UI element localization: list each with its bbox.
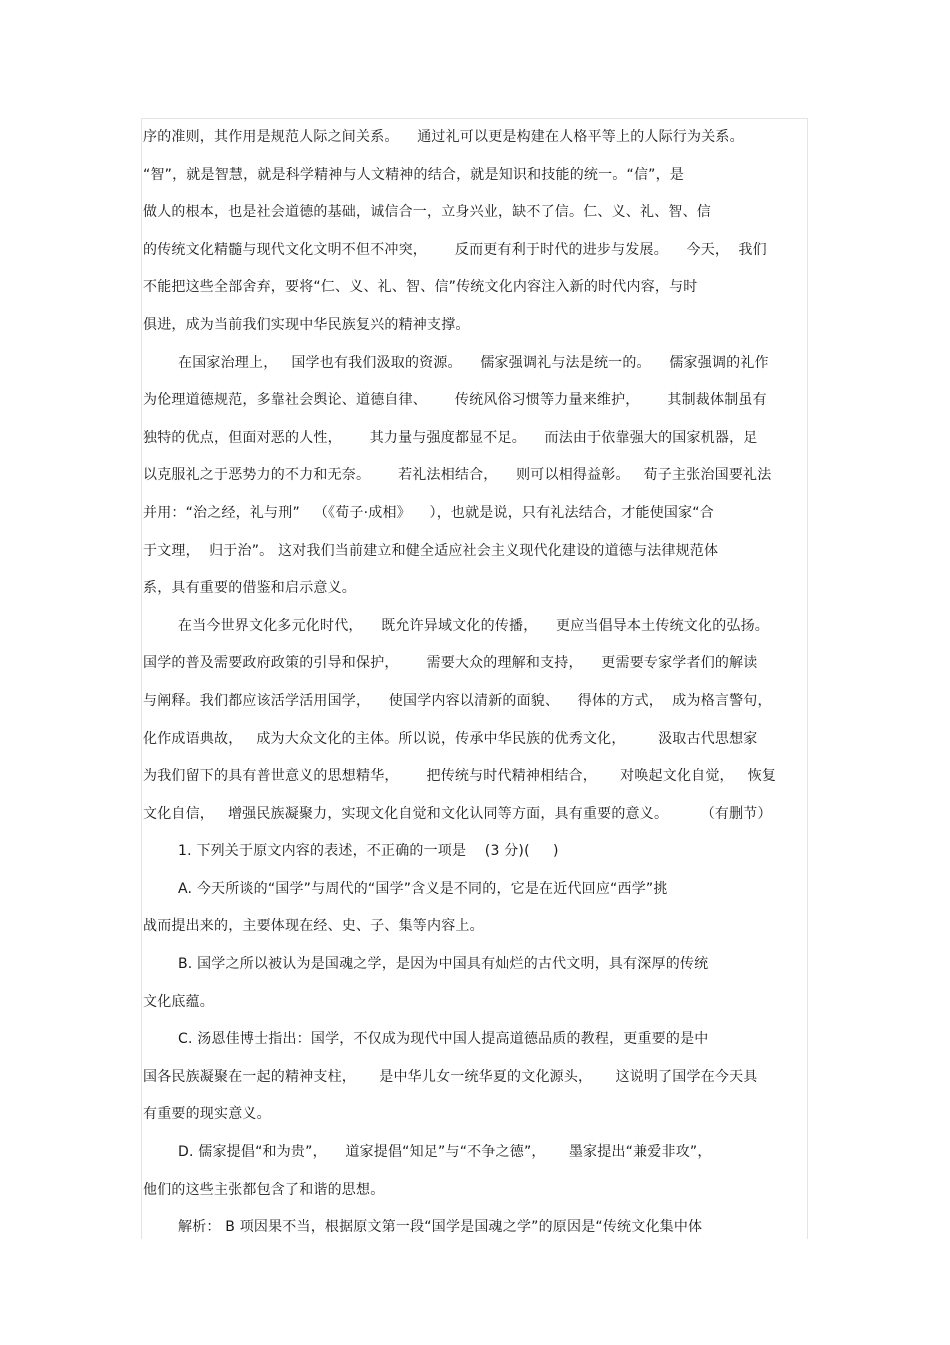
document-body [143,119,805,1247]
analysis-line: 解析： B 项因果不当，根据原文第一段“国学是国魂之学”的原因是“传统文化集中体 [178,1219,703,1236]
option-d-continued: 他们的这些主张都包含了和谐的思想。 [143,1181,385,1198]
option-c: C. 汤恩佳博士指出：国学，不仅成为现代中国人提高道德品质的教程，更重要的是中 [178,1031,709,1048]
text-line: 做人的根本，也是社会道德的基础，诚信合一，立身兴业，缺不了信。仁、义、礼、智、信 [143,204,711,221]
option-c-continued: 国各民族凝聚在一起的精神支柱， 是中华儿女一统华夏的文化源头， 这说明了国学在今天具 [143,1068,758,1085]
text-line: 系，具有重要的借鉴和启示意义。 [143,580,356,597]
text-line: 不能把这些全部舍弃，要将“仁、义、礼、智、信”传统文化内容注入新的时代内容，与时 [143,279,698,296]
option-c-continued: 有重要的现实意义。 [143,1106,271,1123]
text-line: 序的准则，其作用是规范人际之间关系。 通过礼可以更是构建在人格平等上的人际行为关系。 [143,129,744,145]
text-line: 化作成语典故， 成为大众文化的主体。所以说，传承中华民族的优秀文化， 汲取古代思想家 [143,730,758,747]
text-line: 于文理， 归于治”。 这对我们当前建立和健全适应社会主义现代化建设的道德与法律规范体 [143,542,719,559]
option-b-continued: 文化底蕴。 [143,993,214,1010]
option-a-continued: 战而提出来的，主要体现在经、史、子、集等内容上。 [143,918,484,935]
text-line: 为伦理道德规范，多靠社会舆论、道德自律、 传统风俗习惯等力量来维护， 其制裁体制虽有 [143,392,767,409]
text-line: 独特的优点，但面对恶的人性， 其力量与强度都显不足。 而法由于依靠强大的国家机器，足 [143,429,758,446]
text-line: 并用：“治之经，礼与刑” （《荀子·成相》 ），也就是说，只有礼法结合，才能使国家“合 [143,504,714,521]
option-b: B. 国学之所以被认为是国魂之学，是因为中国具有灿烂的古代文明，具有深厚的传统 [178,956,709,973]
text-line: “智”，就是智慧，就是科学精神与人文精神的结合，就是知识和技能的统一。“信”，是 [143,166,685,183]
question-stem: 1. 下列关于原文内容的表述，不正确的一项是 (3 分)( ) [178,843,559,860]
text-line: 以克服礼之于恶势力的不力和无奈。 若礼法相结合， 则可以相得益彰。 荀子主张治国要礼法 [143,467,772,484]
text-line: 的传统文化精髓与现代文化文明不但不冲突， 反而更有利于时代的进步与发展。 今天， 我们 [143,241,767,258]
option-d: D. 儒家提倡“和为贵”， 道家提倡“知足”与“不争之德”， 墨家提出“兼爱非攻”， [178,1144,712,1161]
paragraph-start-line: 在国家治理上， 国学也有我们汲取的资源。 儒家强调礼与法是统一的。 儒家强调的礼作 [178,354,769,371]
text-line: 国学的普及需要政府政策的引导和保护， 需要大众的理解和支持， 更需要专家学者们的解读 [143,655,758,672]
text-line: 为我们留下的具有普世意义的思想精华， 把传统与时代精神相结合， 对唤起文化自觉， 恢复 [143,768,777,785]
paragraph-start-line: 在当今世界文化多元化时代， 既允许异域文化的传播， 更应当倡导本土传统文化的弘扬。 [178,617,769,634]
text-line: 与阐释。我们都应该活学活用国学， 使国学内容以清新的面貌、 得体的方式， 成为格言警句， [143,692,772,709]
text-line: 俱进，成为当前我们实现中华民族复兴的精神支撑。 [143,316,470,333]
option-a: A. 今天所谈的“国学”与周代的“国学”含义是不同的，它是在近代回应“西学”挑 [178,880,668,897]
text-line: 文化自信， 增强民族凝聚力，实现文化自觉和文化认同等方面，具有重要的意义。 （有删节） [143,805,772,822]
